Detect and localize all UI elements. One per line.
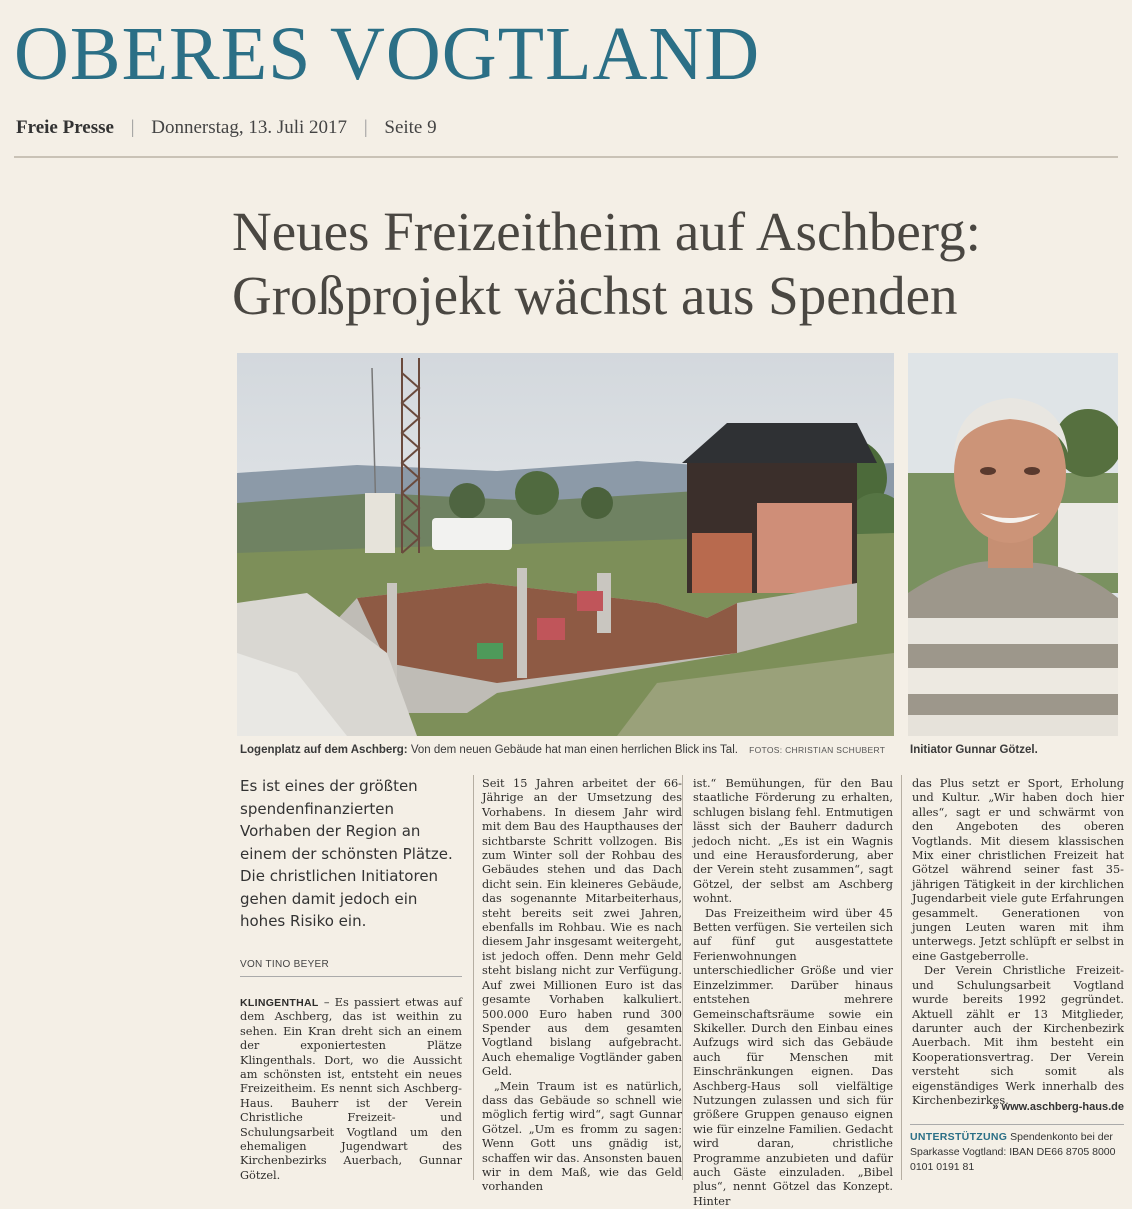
paragraph <box>240 996 462 1183</box>
column-rule <box>682 775 683 1180</box>
byline-rule <box>240 976 462 977</box>
article-column-1 <box>240 996 462 1183</box>
side-photo-caption: Initiator Gunnar Götzel. <box>910 744 1038 756</box>
paragraph: „Mein Traum ist es natürlich, dass das Gebäude so schnell wie möglich fertig wird“, sagt Gunnar Götzel. „Um es fromm zu sagen: Wenn Gott uns gnädig ist, schaffen wir das. Ansonsten bauen wir in dem Maß, wie das Geld vorhanden <box>482 1079 682 1194</box>
article-lead: Es ist eines der größten spendenfinanzierten Vorhaben der Region an einem der schönsten Plätze. Die christlichen Initiatoren gehen damit jedoch ein hohes Risiko ein. <box>240 777 453 930</box>
headline-line-2: Großprojekt wächst aus Spenden <box>232 265 958 326</box>
photo-credit: FOTOS: CHRISTIAN SCHUBERT <box>749 745 886 755</box>
caption-text: Von dem neuen Gebäude hat man einen herrlichen Blick ins Tal. <box>410 744 738 756</box>
article-column-3 <box>693 777 893 1209</box>
byline: VON TINO BEYER <box>240 959 330 970</box>
support-label: UNTERSTÜTZUNG <box>910 1131 1008 1143</box>
portrait-image <box>908 353 1118 736</box>
paragraph: ist.“ Bemühungen, für den Bau staatliche Förderung zu erhalten, schlugen bislang fehl. Entmutigen lässt sich der Bauherr dadurch jedoch nicht. „Es ist ein Wagnis und eine Herausforderung, aber der Verein steht zusammen“, sagt Götzel, der selbst am Aschberg wohnt. <box>693 777 893 906</box>
separator: | <box>363 117 368 138</box>
headline-line-1: Neues Freizeitheim auf Aschberg: <box>232 201 981 262</box>
caption-lead: Logenplatz auf dem Aschberg: <box>240 744 408 756</box>
article-headline <box>232 200 1122 340</box>
paragraph: Seit 15 Jahren arbeitet der 66-Jährige an der Umsetzung des Vorhabens. In diesem Jahr wird mit dem Bau des Haupthauses der sichtbarste Schritt vollzogen. Bis zum Winter soll der Rohbau des Gebäudes stehen und das Dach dicht sein. Ein kleineres Gebäude, das sogenannte Mitarbeiterhaus, steht bereits seit zwei Jahren, ebenfalls im Rohbau. Wie es nach diesem Jahr insgesamt weitergeht, ist jedoch offen. Denn mehr Geld steht bislang nicht zur Verfügung. Auf zwei Millionen Euro ist das gesamte Vorhaben kalkuliert. 500.000 Euro haben rund 300 Spender aus dem gesamten Vogtland bislang aufgebracht. Auch ehemalige Vogtländer gaben Geld. <box>482 777 682 1079</box>
paragraph: Der Verein Christliche Freizeit- und Schulungsarbeit Vogtland wurde bereits 1992 gegründet. Aktuell zählt er 13 Mitglieder, darunter auch der Kirchenbezirk Auerbach. Mit ihm besteht ein Kooperationsvertrag. Der Verein versteht sich somit als eigenständiges Werk innerhalb des Kirchenbezirkes. <box>912 964 1124 1107</box>
newspaper-name: Freie Presse <box>16 117 114 138</box>
paragraph: das Plus setzt er Sport, Erholung und Kultur. „Wir haben doch hier alles“, sagt er und schwärmt von den Angeboten des oberen Vogtlands. Mit diesem klassischen Mix einer christlichen Freizeit hat Götzel während seiner fast 35-jährigen Tätigkeit in der kirchlichen Jugendarbeit viele gute Erfahrungen gesammelt. Generationen von jungen Leuten waren mit ihm unterwegs. Jetzt schlüpft er selbst in eine Gastgeberrolle. <box>912 777 1124 963</box>
separator: | <box>130 117 135 138</box>
column-rule <box>901 775 902 1180</box>
support-box <box>910 1130 1124 1175</box>
header-rule <box>14 156 1118 158</box>
construction-site-photo <box>237 353 894 736</box>
support-box-rule <box>910 1124 1124 1125</box>
paragraph: Das Freizeitheim wird über 45 Betten verfügen. Sie verteilen sich auf fünf gut ausgestattete Ferienwohnungen unterschiedlicher Größe und vier Einzelzimmer. Darüber hinaus entstehen mehrere Gemeinschaftsräume sowie ein Skikeller. Durch den Einbau eines Aufzugs wird sich das Gebäude auch für Menschen mit Einschränkungen eignen. Das Aschberg-Haus soll vielfältige Nutzungen zulassen und sich für größere Gruppen genauso eignen wie für einzelne Familien. Gedacht wird daran, christliche Programme anzubieten und dafür auch Gäste einzuladen. „Bibel plus“, nennt Götzel das Konzept. Hinter <box>693 906 893 1208</box>
page-number: Seite 9 <box>384 117 437 138</box>
main-photo-caption <box>240 741 900 759</box>
paragraph-text: – Es passiert etwas auf dem Aschberg, das ist weithin zu sehen. Ein Kran dreht sich an einem der exponiertesten Plätze Klingenthals. Dort, wo die Aussicht am schönsten ist, entsteht ein neues Freizeitheim. Es nennt sich Aschberg-Haus. Bauherr ist der Verein Christliche Freizeit- und Schulungsarbeit Vogtland um den ehemaligen Jugendwart des Kirchenbezirks Auerbach, Gunnar Götzel. <box>240 996 463 1182</box>
issue-date: Donnerstag, 13. Juli 2017 <box>151 117 348 138</box>
article-column-2 <box>482 777 682 1195</box>
support-text: Spendenkonto bei der Sparkasse Vogtland: IBAN DE66 8705 8000 0101 0191 81 <box>910 1131 1116 1173</box>
column-rule <box>473 775 474 1180</box>
dateline <box>16 116 716 140</box>
masthead-title: OBERES VOGTLAND <box>14 12 761 96</box>
construction-site-image <box>237 353 894 736</box>
website-link[interactable]: » www.aschberg-haus.de <box>992 1101 1124 1113</box>
dateline-city: KLINGENTHAL <box>240 997 319 1009</box>
article-column-4 <box>912 777 1124 1108</box>
portrait-photo <box>908 353 1118 736</box>
